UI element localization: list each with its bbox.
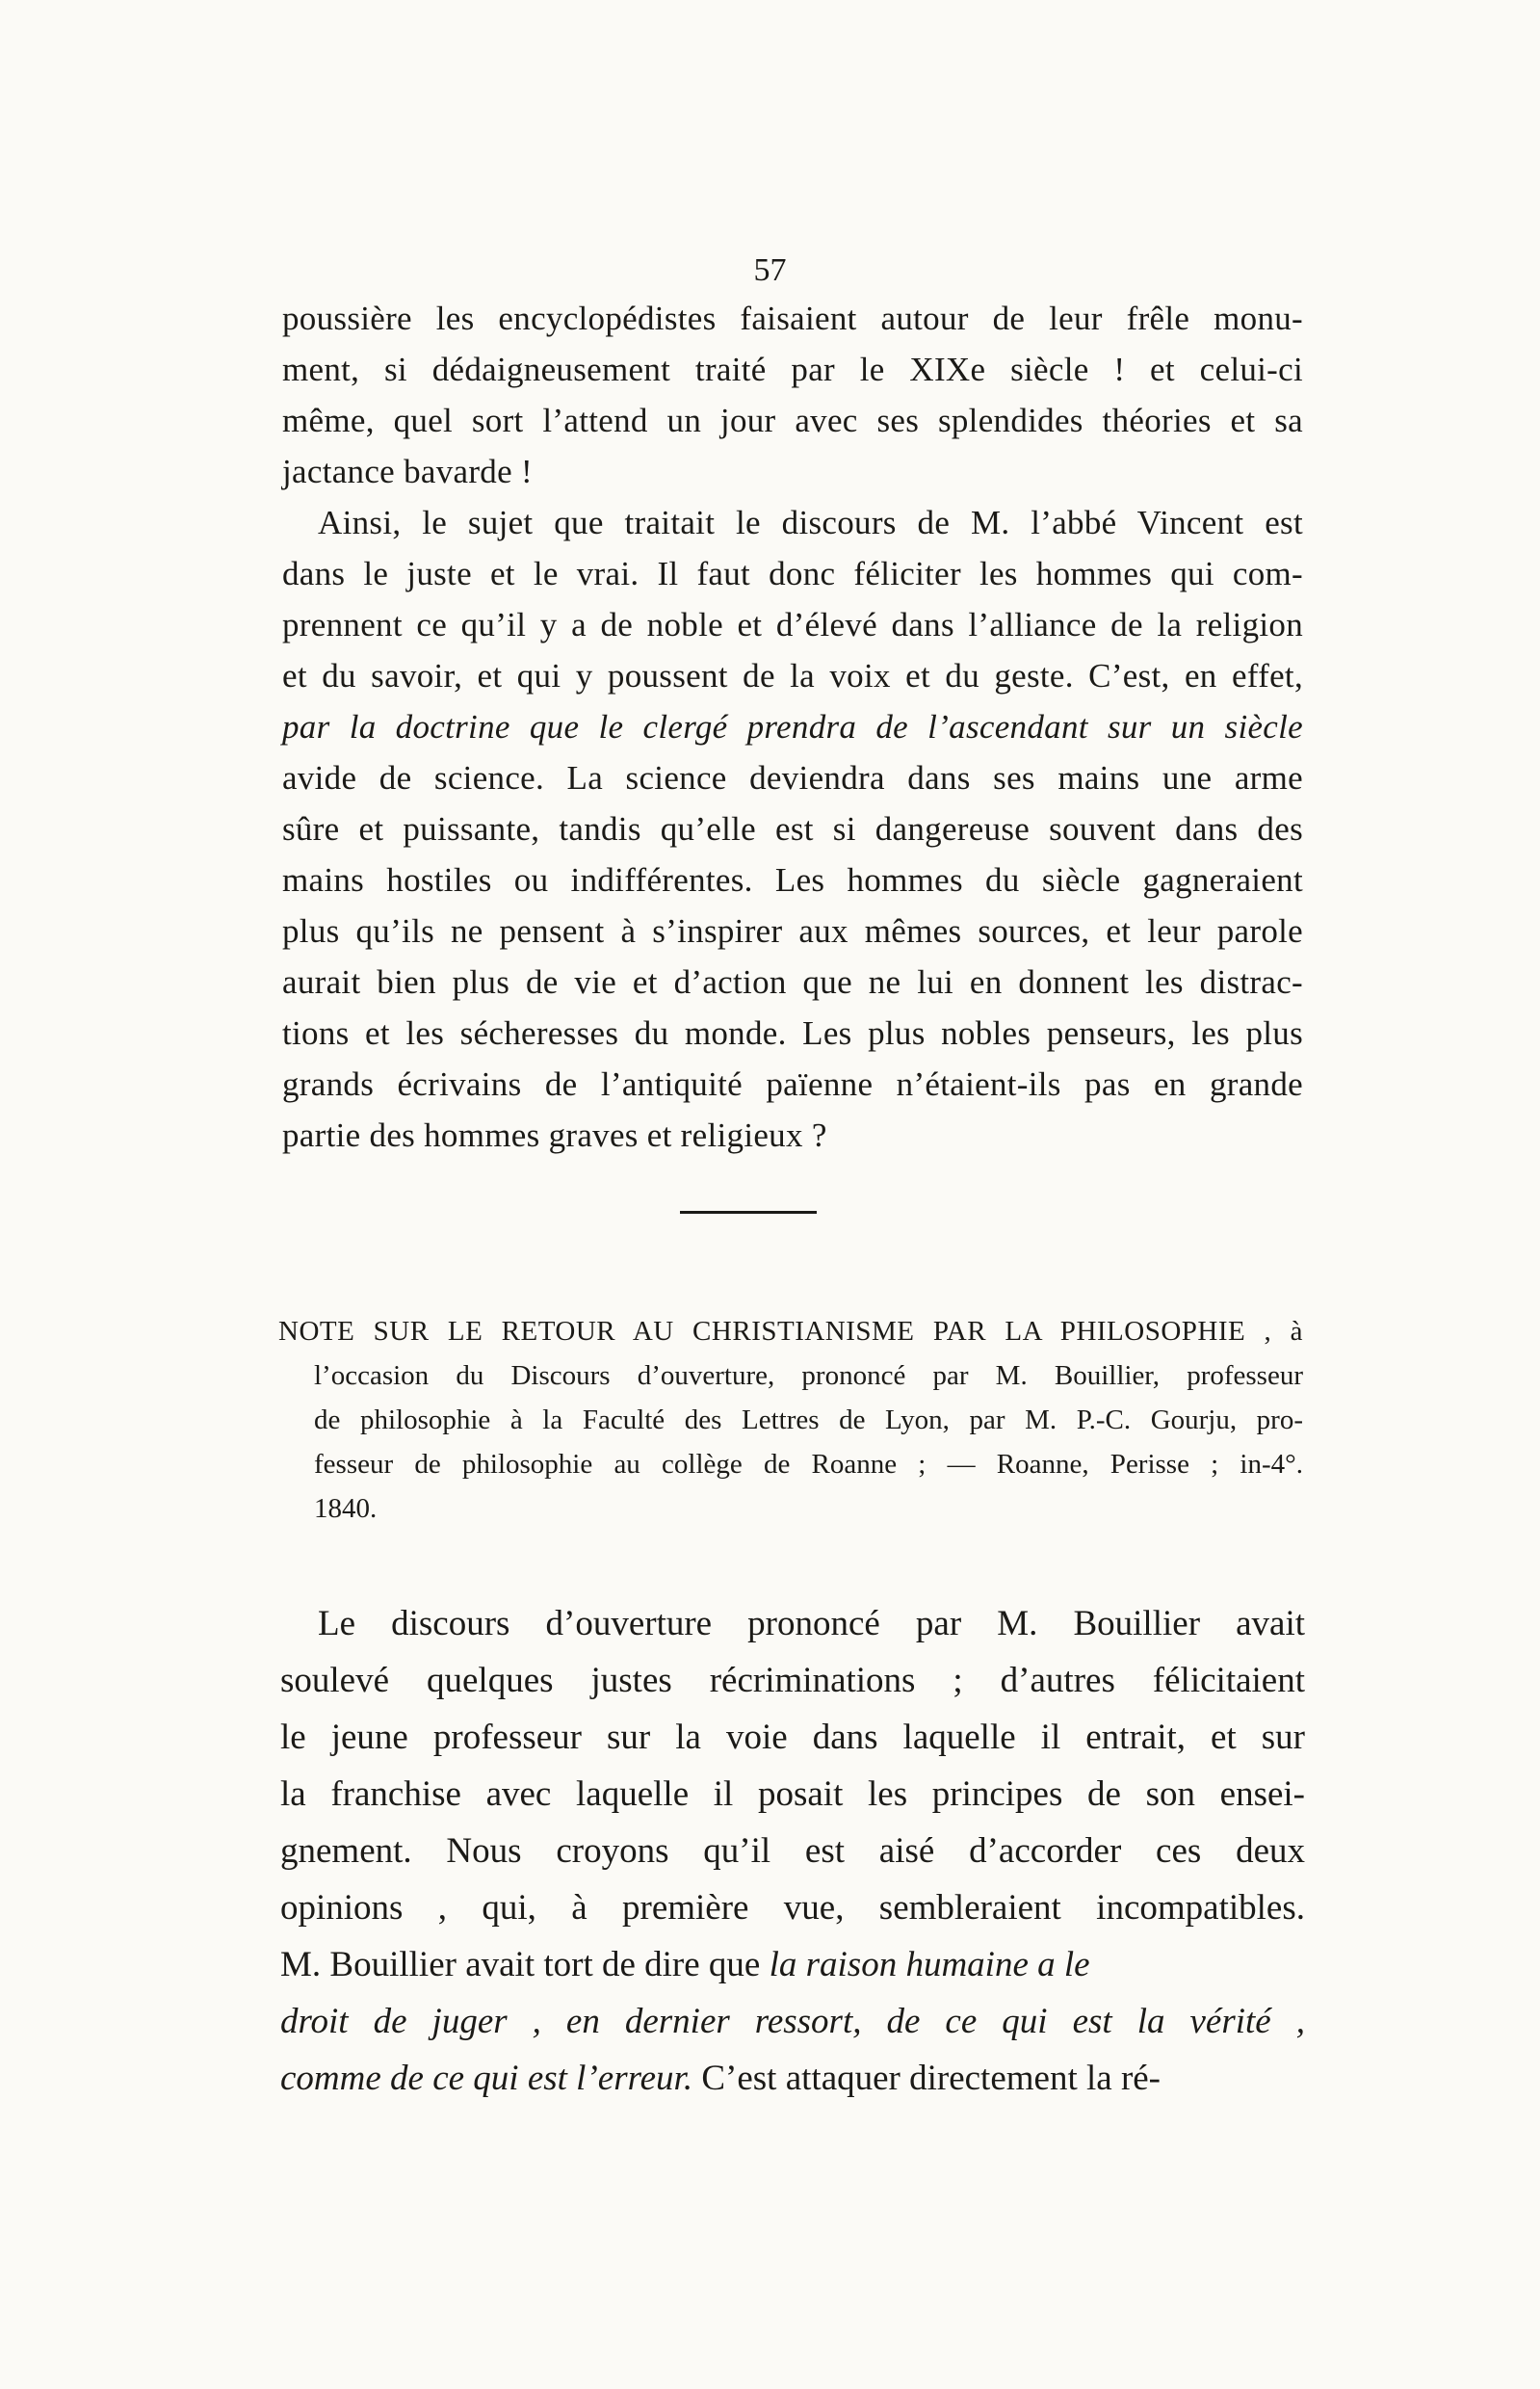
text-line: grands écrivains de l’antiquité païenne n’étaient-ils pas en grande: [282, 1065, 1303, 1103]
text-segment-italic: la raison humaine a le: [769, 1945, 1090, 1984]
text-segment: M. Bouillier avait tort de dire que: [280, 1945, 761, 1984]
text-line: opinions , qui, à première vue, sembleraient incompatibles.: [280, 1888, 1305, 1928]
note-line: de philosophie à la Faculté des Lettres de Lyon, par M. P.-C. Gourju, pro-: [314, 1405, 1303, 1435]
text-line: même, quel sort l’attend un jour avec ses splendides théories et sa: [282, 402, 1303, 439]
text-line-mixed: [280, 1944, 1305, 1985]
text-line: mains hostiles ou indifférentes. Les hommes du siècle gagneraient: [282, 861, 1303, 899]
text-line: jactance bavarde !: [282, 453, 533, 490]
note-title-line: NOTE SUR LE RETOUR AU CHRISTIANISME PAR LA PHILOSOPHIE , à: [278, 1316, 1303, 1347]
text-line: et du savoir, et qui y poussent de la voix et du geste. C’est, en effet,: [282, 657, 1303, 695]
text-line: la franchise avec laquelle il posait les principes de son ensei-: [280, 1774, 1305, 1814]
text-line: Ainsi, le sujet que traitait le discours de M. l’abbé Vincent est: [318, 504, 1303, 541]
text-line: ment, si dédaigneusement traité par le XIXe siècle ! et celui-ci: [282, 351, 1303, 388]
text-line: prennent ce qu’il y a de noble et d’élevé dans l’alliance de la religion: [282, 606, 1303, 643]
text-line: le jeune professeur sur la voie dans laquelle il entrait, et sur: [280, 1718, 1305, 1757]
text-segment: C’est attaquer directement la ré-: [701, 2059, 1162, 2098]
text-line: gnement. Nous croyons qu’il est aisé d’accorder ces deux: [280, 1831, 1305, 1871]
text-line: Le discours d’ouverture prononcé par M. Bouillier avait: [318, 1604, 1305, 1643]
text-segment-italic: comme de ce qui est l’erreur.: [280, 2059, 693, 2098]
text-line: poussière les encyclopédistes faisaient autour de leur frêle monu-: [282, 300, 1303, 337]
section-divider: [680, 1211, 817, 1214]
text-line: sûre et puissante, tandis qu’elle est si dangereuse souvent dans des: [282, 810, 1303, 848]
text-line: aurait bien plus de vie et d’action que ne lui en donnent les distrac-: [282, 963, 1303, 1001]
text-line-italic: droit de juger , en dernier ressort, de ce qui est la vérité ,: [280, 2002, 1305, 2041]
text-line: avide de science. La science deviendra dans ses mains une arme: [282, 759, 1303, 797]
text-line: dans le juste et le vrai. Il faut donc féliciter les hommes qui com-: [282, 555, 1303, 592]
note-line: fesseur de philosophie au collège de Roanne ; — Roanne, Perisse ; in-4°.: [314, 1449, 1303, 1480]
note-line: l’occasion du Discours d’ouverture, prononcé par M. Bouillier, professeur: [314, 1360, 1303, 1391]
text-line: partie des hommes graves et religieux ?: [282, 1116, 827, 1154]
note-line: 1840.: [314, 1493, 378, 1524]
text-line: plus qu’ils ne pensent à s’inspirer aux mêmes sources, et leur parole: [282, 912, 1303, 950]
page-number: 57: [753, 252, 787, 288]
text-line: soulevé quelques justes récriminations ; d’autres félicitaient: [280, 1661, 1305, 1700]
text-line: tions et les sécheresses du monde. Les plus nobles penseurs, les plus: [282, 1014, 1303, 1052]
text-line-mixed: [280, 2058, 1305, 2099]
text-line: par la doctrine que le clergé prendra de l’ascendant sur un siècle: [282, 708, 1303, 746]
